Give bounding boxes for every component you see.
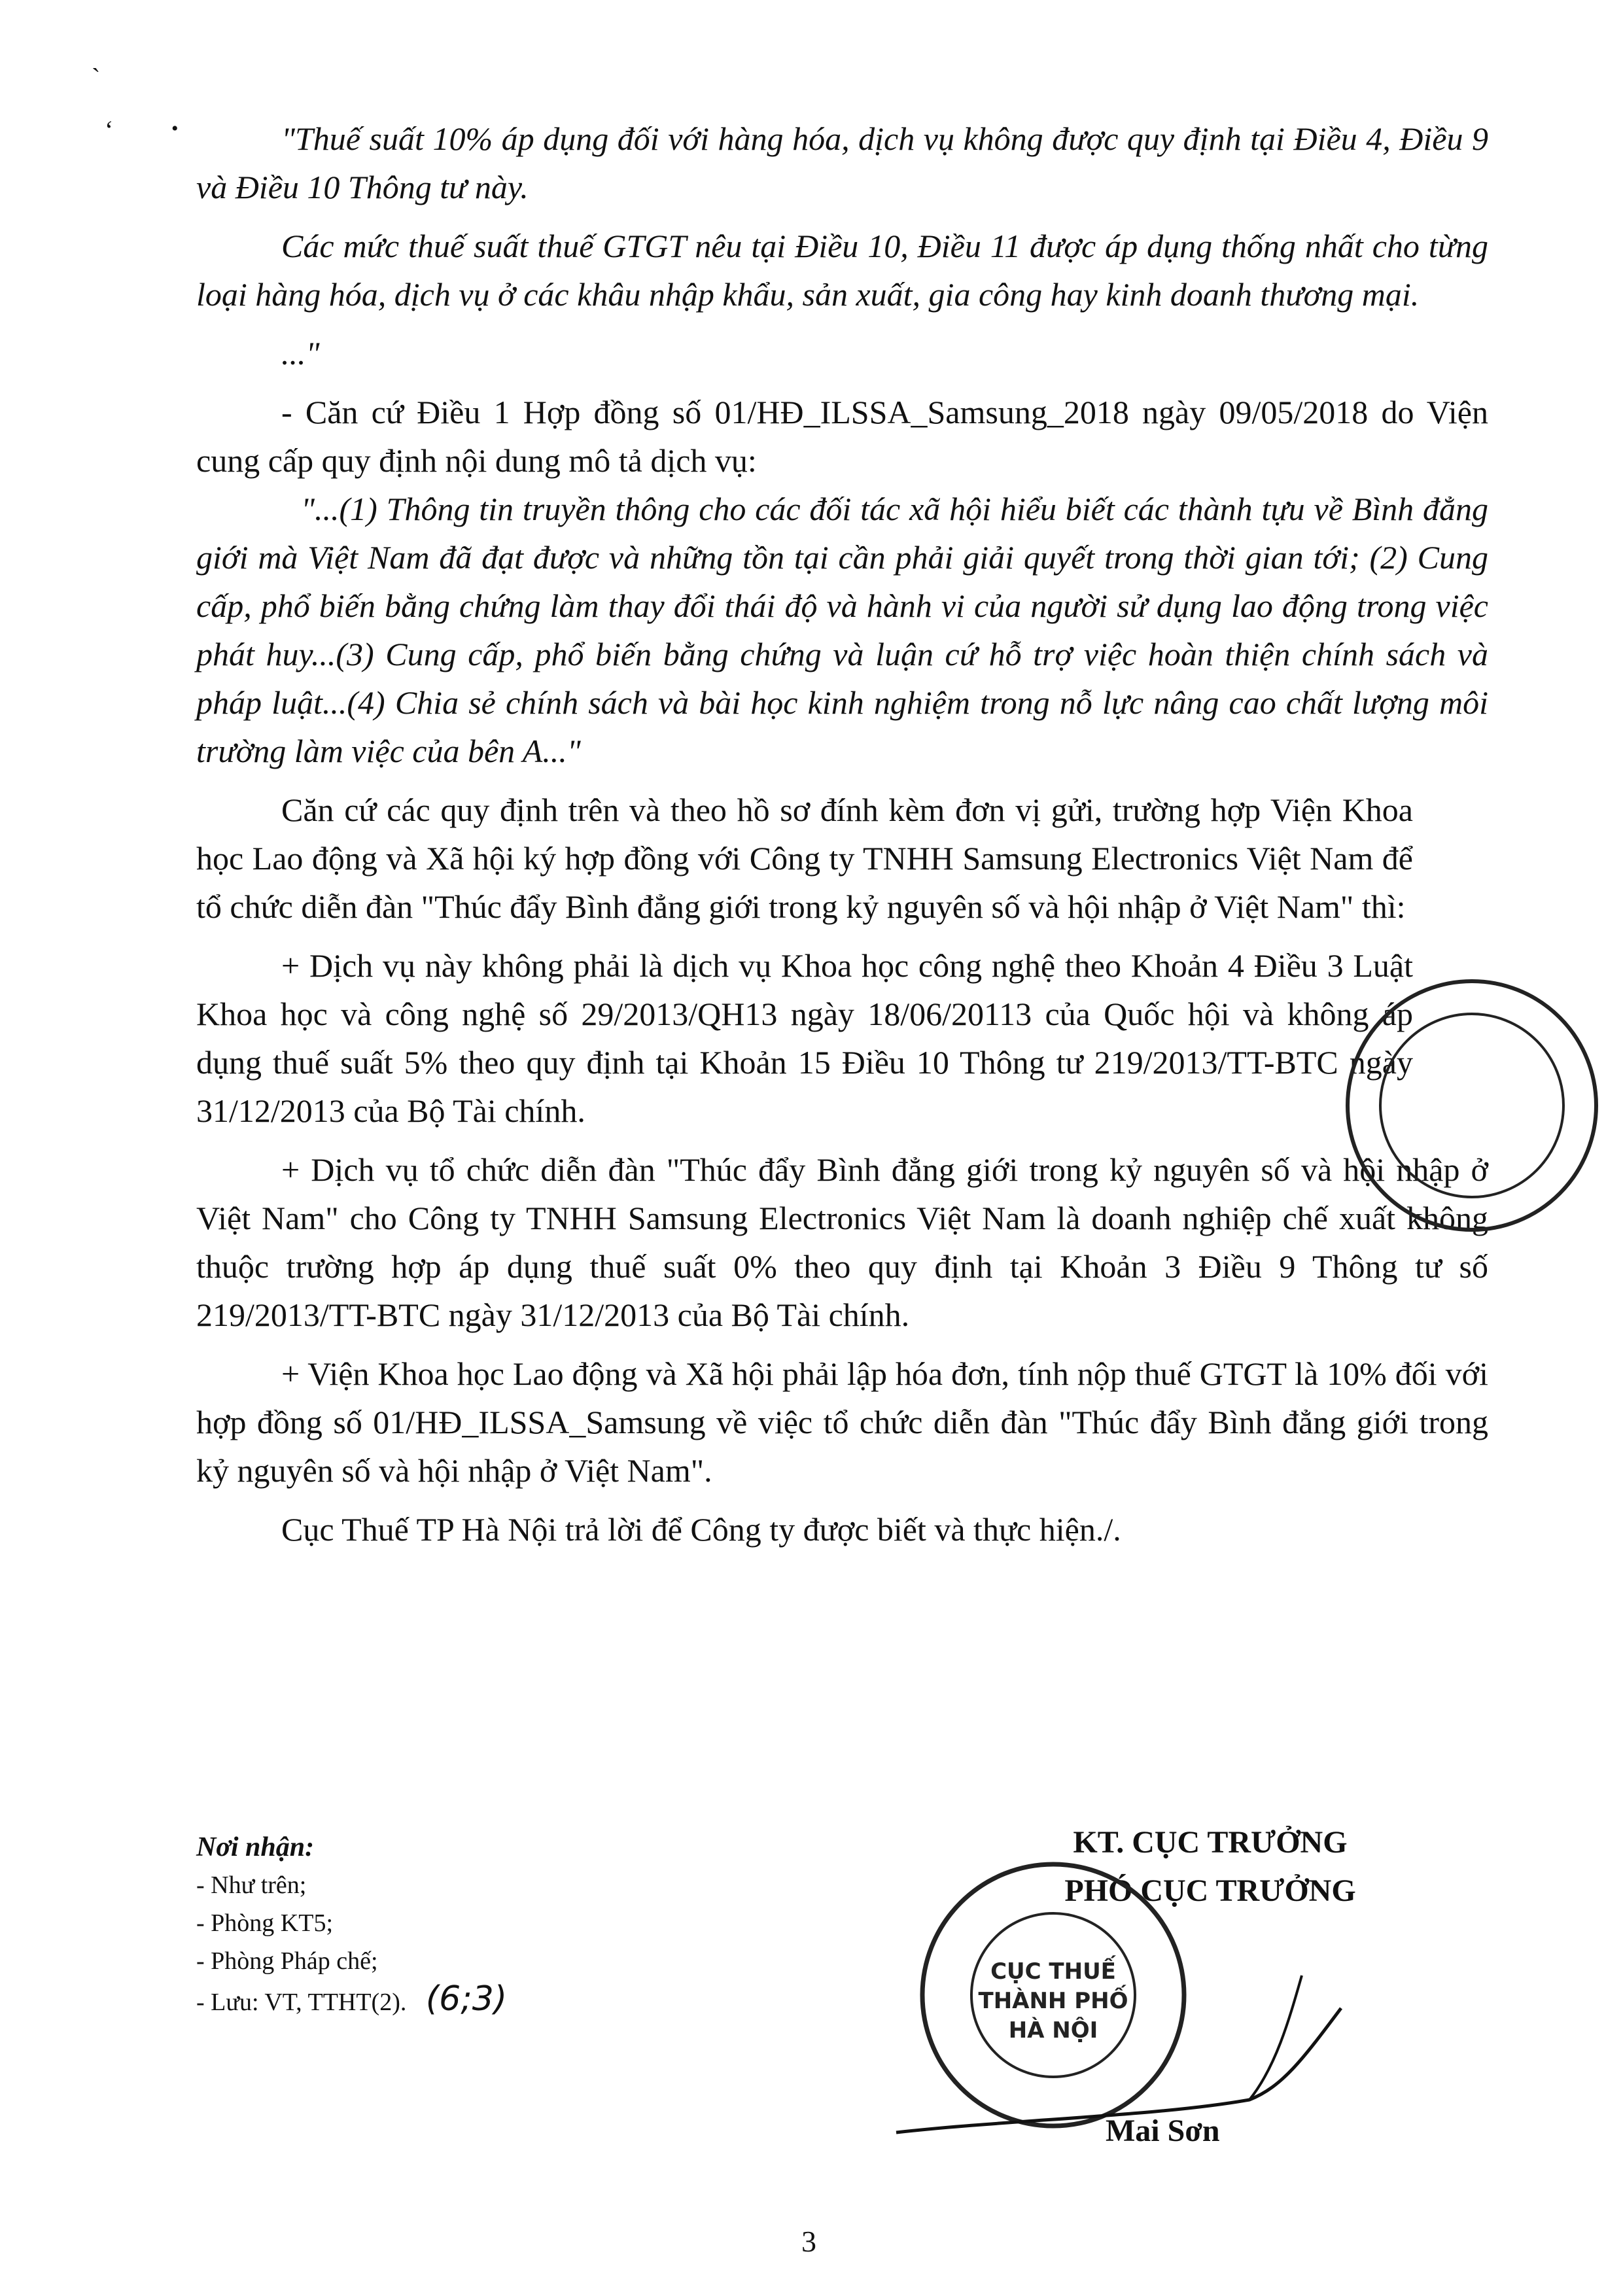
signer-name: Mai Sơn <box>1106 2113 1220 2148</box>
signature-title-2: PHÓ CỤC TRƯỞNG <box>1064 1873 1356 1908</box>
bullet-3: + Viện Khoa học Lao động và Xã hội phải lập hóa đơn, tính nộp thuế GTGT là 10% đối với hợp đồng số 01/HĐ_ILSSA_Samsung về việc tổ chức diễn đàn "Thúc đẩy Bình đẳng giới trong kỷ nguyên số và hội nhập ở Việt Nam". <box>196 1355 1488 1489</box>
scan-mark: ‘ <box>105 115 114 145</box>
scan-mark: ` <box>92 63 101 92</box>
svg-text:CỤC THUẾ: CỤC THUẾ <box>990 1958 1116 1985</box>
recipient-item: - Phòng Pháp chế; <box>196 1947 378 1975</box>
page-number: 3 <box>801 2225 816 2258</box>
partial-seal-stamp <box>1335 968 1609 1243</box>
signature-title-1: KT. CỤC TRƯỞNG <box>1073 1825 1348 1860</box>
recipients-title: Nơi nhận: <box>196 1832 315 1862</box>
recipient-item: - Như trên; <box>196 1871 307 1899</box>
recipient-item <box>196 1980 507 2021</box>
handwritten-note: (6;3) <box>425 1979 508 2019</box>
contract-quote: "...(1) Thông tin truyền thông cho các đối tác xã hội hiểu biết các thành tựu về Bình đẳng giới mà Việt Nam đã đạt được và những tồn tại cần phải giải quyết trong thời gian tới; (2) Cung cấp, phổ biến bằng chứng làm thay đổi thái độ và hành vi của người sử dụng lao động trong việc phát huy...(3) Cung cấp, phổ biến bằng chứng và luận cứ hỗ trợ việc hoàn thiện chính sách và pháp luật...(4) Chia sẻ chính sách và bài học kinh nghiệm trong nỗ lực nâng cao chất lượng môi trường làm việc của bên A..." <box>196 491 1488 769</box>
quote1-ellipsis: ..." <box>281 335 320 372</box>
scan-mark: • <box>171 118 179 139</box>
quote1-paragraph1: "Thuế suất 10% áp dụng đối với hàng hóa, dịch vụ không được quy định tại Điều 4, Điều 9 và Điều 10 Thông tư này. <box>196 120 1488 205</box>
recipients-block <box>196 1828 507 2021</box>
recipient-item: - Phòng KT5; <box>196 1909 333 1937</box>
recipient-item-text: - Lưu: VT, TTHT(2). <box>196 1989 407 2016</box>
basis-paragraph: Căn cứ các quy định trên và theo hồ sơ đính kèm đơn vị gửi, trường hợp Viện Khoa học Lao động và Xã hội ký hợp đồng với Công ty TNHH Samsung Electronics Việt Nam để tổ chức diễn đàn "Thúc đẩy Bình đẳng giới trong kỷ nguyên số và hội nhập ở Việt Nam" thì: <box>196 791 1413 925</box>
contract-basis: - Căn cứ Điều 1 Hợp đồng số 01/HĐ_ILSSA_Samsung_2018 ngày 09/05/2018 do Viện cung cấp quy định nội dung mô tả dịch vụ: <box>196 394 1488 479</box>
bullet-2: + Dịch vụ tổ chức diễn đàn "Thúc đẩy Bình đẳng giới trong kỷ nguyên số và hội nhập ở Việt Nam" cho Công ty TNHH Samsung Electronics Việt Nam là doanh nghiệp chế xuất không thuộc trường hợp áp dụng thuế suất 0% theo quy định tại Khoản 3 Điều 9 Thông tư số 219/2013/TT-BTC ngày 31/12/2013 của Bộ Tài chính. <box>196 1151 1488 1333</box>
quote1-paragraph2: Các mức thuế suất thuế GTGT nêu tại Điều 10, Điều 11 được áp dụng thống nhất cho từng loại hàng hóa, dịch vụ ở các khâu nhập khẩu, sản xuất, gia công hay kinh doanh thương mại. <box>196 228 1488 313</box>
svg-text:THÀNH PHỐ: THÀNH PHỐ <box>978 1988 1128 2014</box>
closing-line: Cục Thuế TP Hà Nội trả lời để Công ty được biết và thực hiện./. <box>281 1511 1121 1548</box>
bullet-1: + Dịch vụ này không phải là dịch vụ Khoa học công nghệ theo Khoản 4 Điều 3 Luật Khoa học và công nghệ số 29/2013/QH13 ngày 18/06/20113 của Quốc hội và không áp dụng thuế suất 5% theo quy định tại Khoản 15 Điều 10 Thông tư 219/2013/TT-BTC ngày 31/12/2013 của Bộ Tài chính. <box>196 947 1413 1129</box>
body-text <box>196 114 1488 1554</box>
svg-text:HÀ NỘI: HÀ NỘI <box>1008 2017 1098 2044</box>
